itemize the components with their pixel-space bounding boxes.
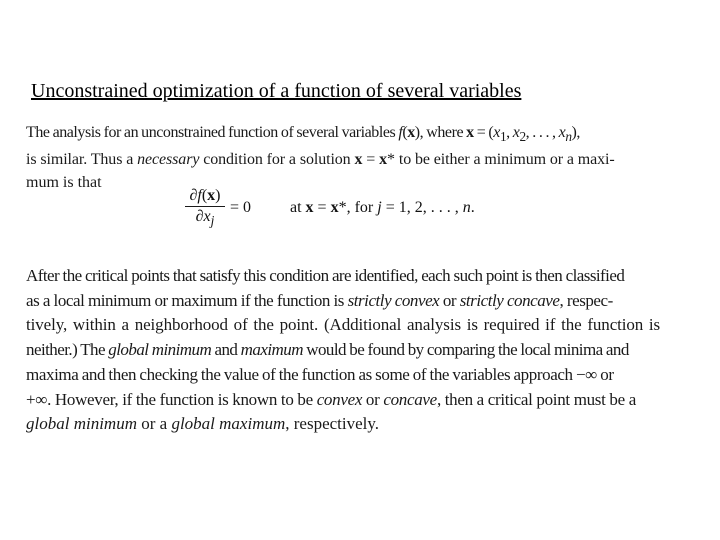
scanned-paragraph-intro (26, 121, 698, 194)
text-line: +∞. However, if the function is known to be convex or concave, then a critical point must be a (26, 389, 636, 409)
text-line: After the critical points that satisfy this condition are identified, each such point is then classified (26, 266, 625, 285)
equation-condition: at x = x*, for j = 1, 2, . . . , n. (290, 199, 475, 216)
fraction-denominator: $\partial x_j$ (195, 208, 215, 229)
text-line: mum is that (26, 174, 102, 192)
partial-derivative-fraction (185, 187, 225, 229)
slide-title: Unconstrained optimization of a function of several variables (31, 80, 522, 102)
text-line: as a local minimum or maximum if the function is strictly convex or strictly concave, respec- (26, 290, 613, 310)
text-line: is similar. Thus a necessary condition for a solution x = x* to be either a minimum or a maxi- (26, 151, 615, 169)
text-line: global minimum or a global maximum, respectively. (26, 414, 380, 434)
scanned-paragraph-classification (26, 264, 698, 437)
text-line: maxima and then checking the value of the function as some of the variables approach −∞ or (26, 364, 614, 384)
text-line: neither.) The global minimum and maximum would be found by comparing the local minima and (26, 340, 629, 360)
text-line: tively, within a neighborhood of the point. (Additional analysis is required if the function is (26, 315, 661, 335)
text-line: The analysis for an unconstrained function of several variables f(x), where $x = (x_1$, $x_2$, . . . , $x_n$), (26, 124, 580, 145)
equals-zero: = 0 (230, 199, 252, 216)
fraction-numerator: ∂f(x) (185, 187, 225, 207)
